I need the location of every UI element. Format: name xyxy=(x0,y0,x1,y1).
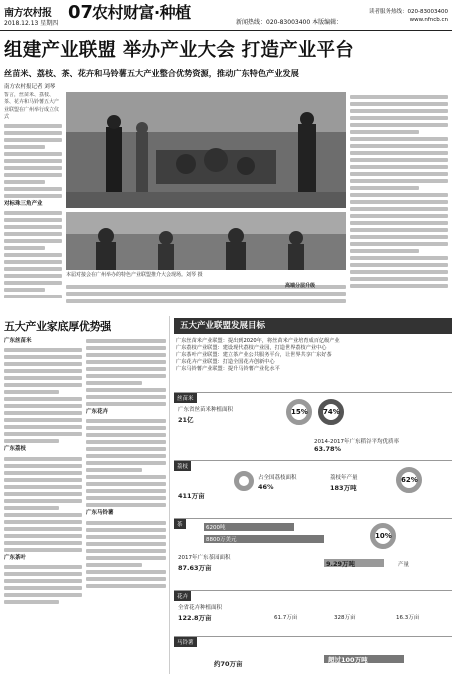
goal-item: 广东花卉产业联盟：打造全国花卉创新中心 xyxy=(176,359,275,365)
tea-value-2: 8800万美元 xyxy=(206,537,237,543)
tea-area-value: 87.63万亩 xyxy=(178,564,212,572)
tea-area-label: 2017年广东茶园面积 xyxy=(178,555,231,561)
section2-sub-tea: 广东茶叶 xyxy=(4,554,27,561)
potato-output: 超过100万吨 xyxy=(328,656,368,664)
news-photo-main xyxy=(66,92,346,208)
article-column-1 xyxy=(4,92,62,298)
goal-item: 广东茶叶产业联盟：建立茶产业公共服务平台，让世界共享广东好茶 xyxy=(176,352,332,358)
section2-column-2 xyxy=(86,336,166,672)
rice-note: 2014-2017年广东稻谷平均优质率 xyxy=(314,439,399,445)
lychee-share: 46% xyxy=(258,483,274,491)
section-title: 农村财富·种植 xyxy=(92,3,191,22)
subheadline: 丝苗米、荔枝、茶、花卉和马铃薯五大产业整合优势资源，推动广东特色产业发展 xyxy=(4,68,299,78)
mid-subheading: 高端分层升级 xyxy=(285,283,316,289)
flower-area-label: 全省花卉种植面积 xyxy=(178,605,223,611)
tea-growth: 10% xyxy=(370,523,396,549)
section2-column-1 xyxy=(4,336,82,672)
byline: 南方农村报记者 刘琴 xyxy=(4,84,56,90)
lychee-export-share: 62% xyxy=(396,467,422,493)
potato-tag: 马铃薯 xyxy=(174,637,197,647)
flower-base-1: 61.7万亩 xyxy=(274,615,298,621)
rice-row xyxy=(174,392,452,459)
lychee-row xyxy=(174,460,452,517)
lychee-share-label: 占全国荔枝面积 xyxy=(258,475,297,481)
potato-area: 约70万亩 xyxy=(214,660,243,668)
section2-sub-rice: 广东丝苗米 xyxy=(4,338,32,344)
photo-conference-icon xyxy=(66,92,346,208)
goals-list xyxy=(176,338,450,373)
section2-title: 五大产业家底厚优势强 xyxy=(4,320,111,333)
news-photo-secondary xyxy=(66,212,346,270)
lychee-output-label: 荔枝年产量 xyxy=(330,475,358,481)
tea-tag: 茶 xyxy=(174,519,186,529)
flower-tag: 花卉 xyxy=(174,591,191,601)
rice-share-2: 74% xyxy=(318,399,344,425)
flower-base-2: 328万亩 xyxy=(334,615,356,621)
flower-area: 122.8万亩 xyxy=(178,614,212,622)
section2-sub-lychee: 广东荔枝 xyxy=(4,446,27,453)
website-url: www.nfncb.cn xyxy=(409,17,448,23)
column-subheading: 对标珠三角产业 xyxy=(4,201,43,208)
rice-tag: 丝苗米 xyxy=(174,393,197,403)
flower-base-3: 16.3万亩 xyxy=(396,615,420,621)
headline: 组建产业联盟 举办产业大会 打造产业平台 xyxy=(4,40,354,61)
lychee-area: 411万亩 xyxy=(178,492,205,500)
goal-item: 广东马铃薯产业联盟：提升马铃薯产业化水平 xyxy=(176,366,280,372)
hotline: 新闻热线：020-83003400 本版编辑： xyxy=(236,19,343,26)
goals-panel xyxy=(169,316,452,674)
tea-row xyxy=(174,518,452,589)
panel-title: 五大产业联盟发展目标 xyxy=(174,318,452,334)
rice-area-value: 21亿 xyxy=(178,416,194,424)
tea-output-label: 产量 xyxy=(398,562,410,568)
goal-item: 广东荔枝产业联盟：建设现代荔枝产业园，打造世界荔枝产业中心 xyxy=(176,345,327,351)
rice-note-value: 63.78% xyxy=(314,445,342,453)
issue-date: 2018.12.13 星期四 xyxy=(4,20,59,27)
photo-crowd-icon xyxy=(66,212,346,270)
goal-item: 广东丝苗米产业联盟：提出到2020年，将丝苗米产业培育成百亿级产业 xyxy=(176,338,340,344)
reader-service-line: 读者服务热线：020-83003400 xyxy=(369,9,448,15)
flower-row xyxy=(174,590,452,635)
lychee-chart-icon xyxy=(234,471,254,491)
article-column-right xyxy=(350,92,448,298)
photo-caption: 本届对接会在广州举办的特色产业联盟推介大会现场。刘琴 摄 xyxy=(66,272,203,278)
rice-share-1: 15% xyxy=(286,399,312,425)
masthead xyxy=(0,0,452,31)
rice-area-label: 广东省丝苗米种植面积 xyxy=(178,407,234,413)
page-number: 07 xyxy=(68,2,94,23)
section2-sub-potato: 广东马铃薯 xyxy=(86,510,114,517)
lychee-tag: 荔枝 xyxy=(174,461,191,471)
tea-output: 9.29万吨 xyxy=(326,560,356,568)
newspaper-logo: 南方农村报 xyxy=(4,8,52,19)
potato-row xyxy=(174,636,452,673)
lead-paragraph: 誓言，丝苗米、荔枝、茶、花卉和马铃薯五大产业联盟在广州举行成立仪式 xyxy=(4,92,60,120)
section2-sub-flower: 广东花卉 xyxy=(86,409,109,415)
lychee-output: 183万吨 xyxy=(330,484,357,492)
tea-value-1: 6200吨 xyxy=(206,525,226,531)
reader-service xyxy=(369,8,448,24)
